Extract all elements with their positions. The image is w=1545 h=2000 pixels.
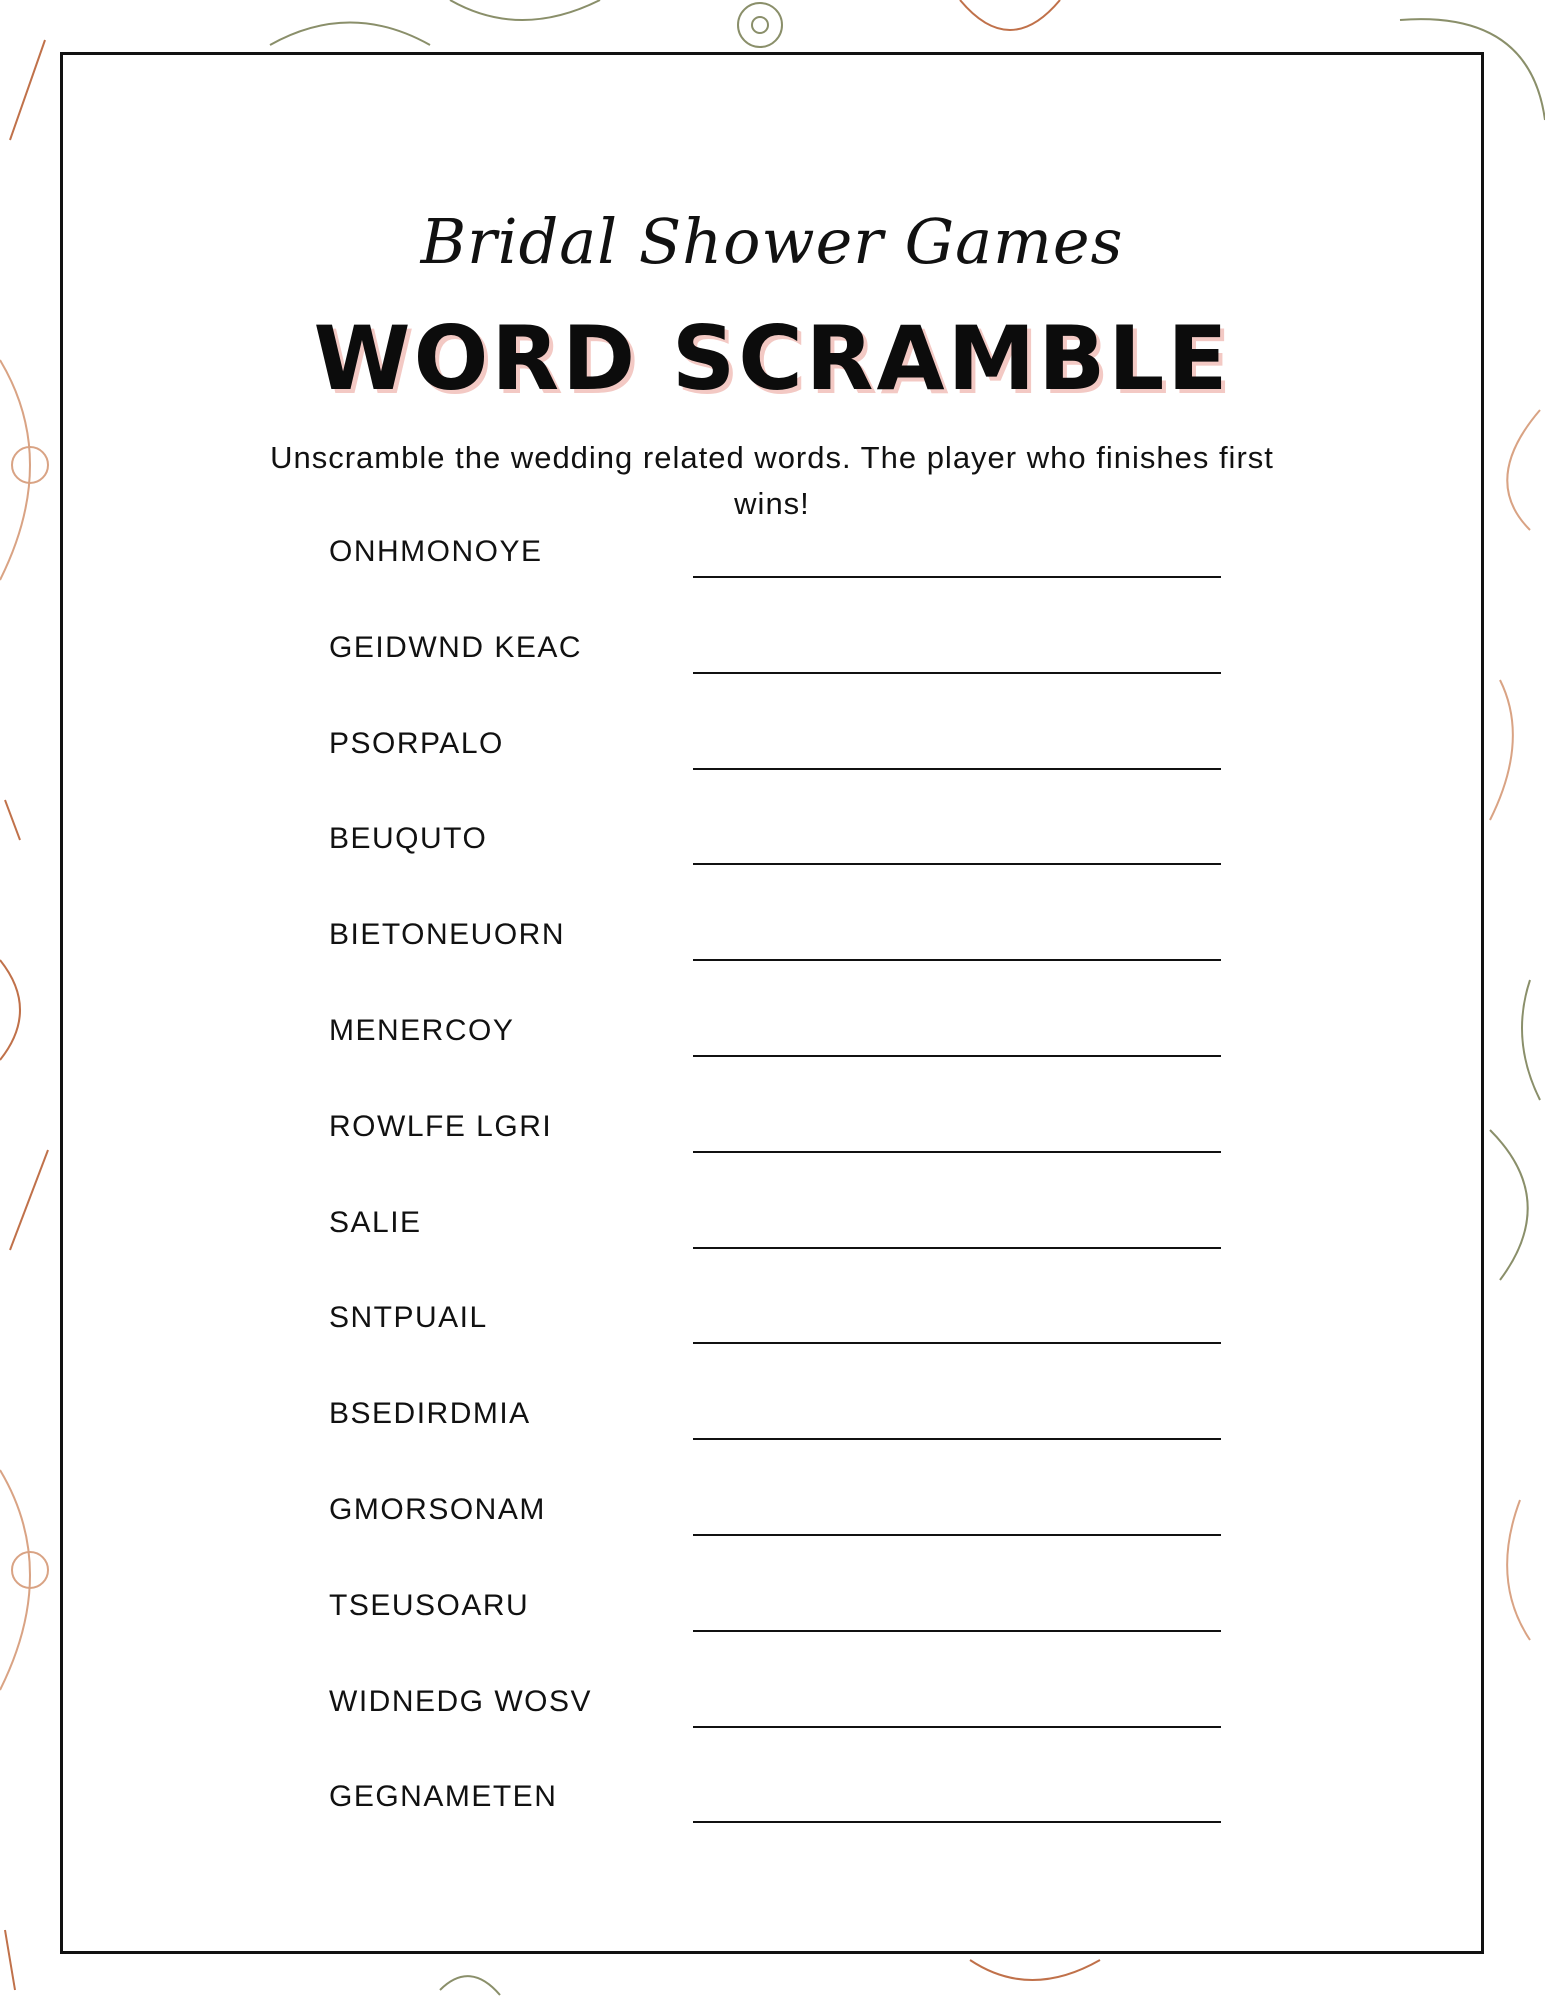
answer-line[interactable]: [693, 576, 1221, 578]
answer-line[interactable]: [693, 1726, 1221, 1728]
scrambled-word: BSEDIRDMIA: [329, 1397, 531, 1431]
word-row: [63, 1014, 1481, 1074]
script-title: Bridal Shower Games: [420, 205, 1124, 278]
scrambled-word: GEIDWND KEAC: [329, 630, 583, 664]
answer-line[interactable]: [693, 959, 1221, 961]
scrambled-word: WIDNEDG WOSV: [329, 1684, 592, 1718]
scrambled-word: SALIE: [329, 1205, 422, 1239]
answer-line[interactable]: [693, 1821, 1221, 1823]
answer-line[interactable]: [693, 1151, 1221, 1153]
word-row: [63, 1301, 1481, 1361]
word-row: [63, 1397, 1481, 1457]
scrambled-word: MENERCOY: [329, 1014, 515, 1047]
instructions: Unscramble the wedding related words. The player who finishes first wins!: [270, 440, 1274, 521]
answer-line[interactable]: [693, 1247, 1221, 1249]
answer-line[interactable]: [693, 1342, 1221, 1344]
scrambled-word: BIETONEUORN: [329, 918, 565, 952]
word-row: [63, 822, 1481, 882]
scrambled-word: TSEUSOARU: [329, 1588, 530, 1622]
word-row: [63, 1780, 1481, 1840]
word-row: [63, 631, 1481, 691]
answer-line[interactable]: [693, 1055, 1221, 1057]
scrambled-word: PSORPALO: [329, 726, 504, 760]
word-row: [63, 727, 1481, 787]
word-row: [63, 535, 1481, 595]
scrambled-word: SNTPUAIL: [329, 1301, 488, 1335]
answer-line[interactable]: [693, 768, 1221, 770]
answer-line[interactable]: [693, 1534, 1221, 1536]
answer-line[interactable]: [693, 672, 1221, 674]
scrambled-word: GMORSONAM: [329, 1493, 546, 1526]
word-row: [63, 1206, 1481, 1266]
word-row: [63, 1110, 1481, 1170]
worksheet-frame: [60, 52, 1484, 1954]
page-title: WORD SCRAMBLE: [313, 307, 1231, 410]
word-row: [63, 1493, 1481, 1553]
word-row: [63, 1685, 1481, 1745]
word-row: [63, 1589, 1481, 1649]
answer-line[interactable]: [693, 1438, 1221, 1440]
scrambled-word: BEUQUTO: [329, 822, 488, 856]
answer-line[interactable]: [693, 1630, 1221, 1632]
answer-line[interactable]: [693, 863, 1221, 865]
scrambled-word: GEGNAMETEN: [329, 1780, 558, 1814]
scrambled-word: ONHMONOYE: [329, 535, 543, 568]
scrambled-word: ROWLFE LGRI: [329, 1109, 553, 1143]
word-row: [63, 918, 1481, 978]
